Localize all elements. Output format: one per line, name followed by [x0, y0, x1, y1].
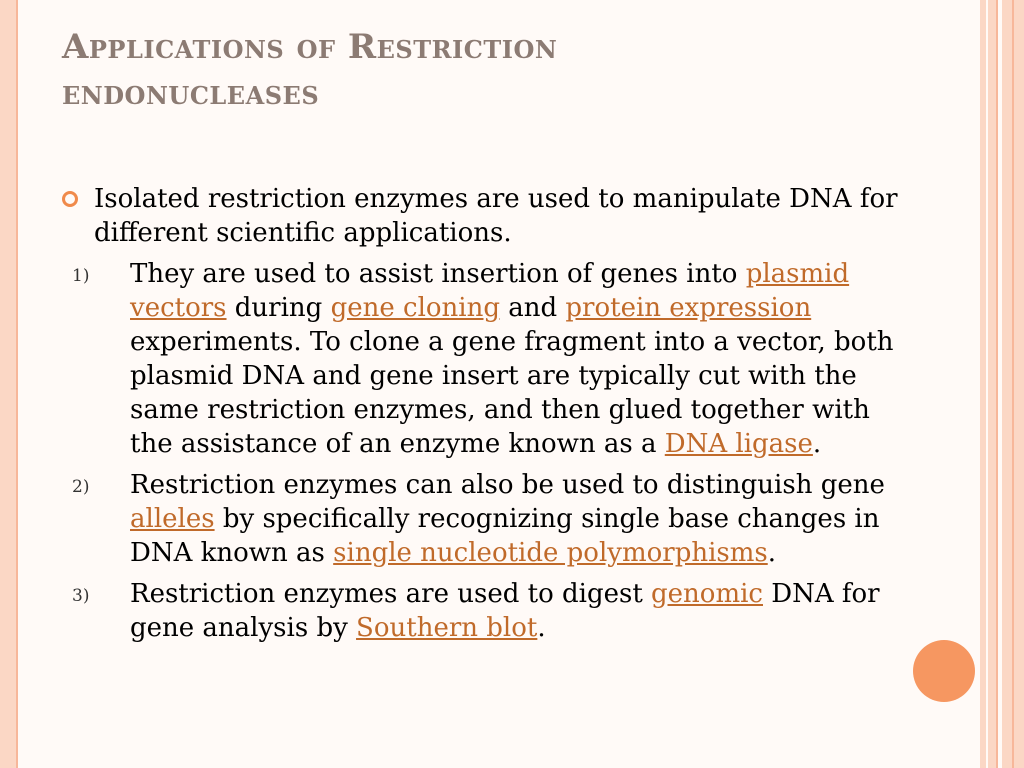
item-text: Restriction enzymes are used to digest genomic DNA for gene analysis by Southern blot. — [130, 579, 880, 643]
title-line-1: Applications of Restriction — [62, 27, 558, 67]
link-gene-cloning[interactable]: gene cloning — [330, 293, 500, 323]
link-southern-blot[interactable]: Southern blot — [356, 613, 538, 643]
left-decor-line — [16, 0, 18, 768]
list-item-1 — [62, 257, 902, 461]
link-plasmid[interactable]: plasmid — [745, 259, 850, 289]
list-item-3 — [62, 577, 902, 645]
item-number: 2) — [72, 477, 90, 497]
item-text: Restriction enzymes can also be used to distinguish gene alleles by specifically recognizing single base changes in DNA known as single nucleotide polymorphisms. — [130, 470, 885, 568]
link-vectors[interactable]: vectors — [130, 293, 227, 323]
link-genomic[interactable]: genomic — [651, 579, 763, 609]
intro-bullet — [62, 182, 902, 250]
slide-title — [62, 24, 557, 116]
link-snp[interactable]: single nucleotide polymorphisms — [333, 538, 768, 568]
item-number: 3) — [72, 586, 90, 606]
title-line-2: endonucleases — [62, 73, 320, 113]
item-number: 1) — [72, 266, 90, 286]
link-alleles[interactable]: alleles — [130, 504, 215, 534]
link-protein-expression[interactable]: protein expression — [565, 293, 812, 323]
intro-text: Isolated restriction enzymes are used to manipulate DNA for different scientific applications. — [94, 184, 898, 248]
link-dna-ligase[interactable]: DNA ligase — [664, 429, 813, 459]
list-item-2 — [62, 468, 902, 570]
left-decor-bar — [0, 0, 16, 768]
decorative-circle — [913, 640, 975, 702]
bullet-ring-icon — [62, 191, 78, 207]
right-decor-stripes — [980, 0, 1024, 768]
item-text: They are used to assist insertion of genes into plasmid vectors during gene cloning and protein expression experiments. To clone a gene fragment into a vector, both plasmid DNA and gene insert are typically cut with the same restriction enzymes, and then glued together with the assistance of an enzyme known as a DNA ligase. — [130, 259, 894, 459]
slide-body — [62, 182, 902, 645]
